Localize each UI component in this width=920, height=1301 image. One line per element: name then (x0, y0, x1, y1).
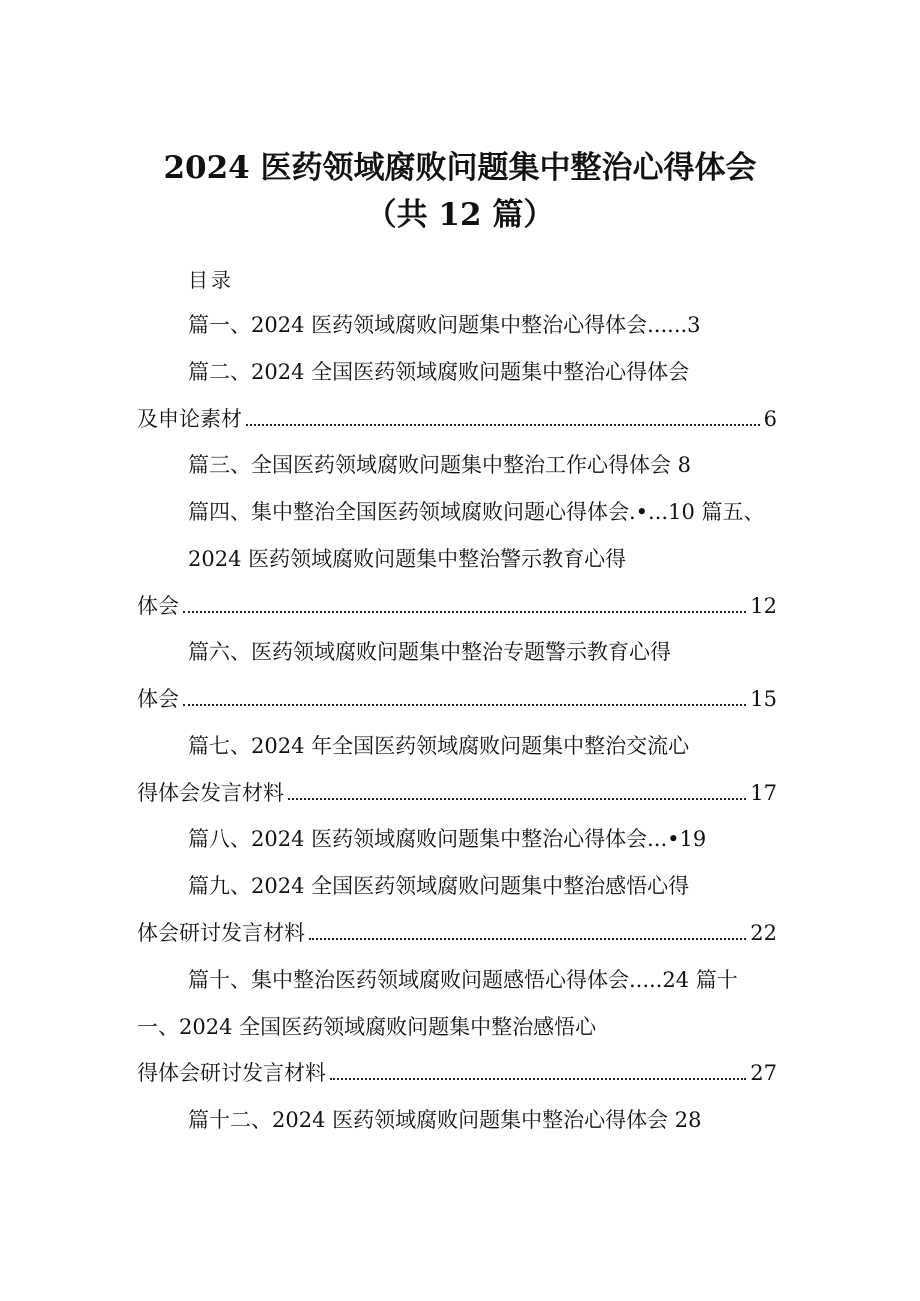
toc-entry-text: 得体会研讨发言材料 (137, 1061, 326, 1085)
toc-entry-text: 体会 (137, 687, 179, 711)
toc-page-number: 12 (750, 594, 777, 618)
toc-entry-9-line-2[interactable] (137, 919, 777, 947)
toc-page-number: 27 (750, 1061, 777, 1085)
toc-entry-text: 得体会发言材料 (137, 781, 284, 805)
toc-heading: 目录 (188, 268, 234, 292)
document-title-line-1: 2024 医药领域腐败问题集中整治心得体会 (163, 150, 757, 186)
toc-entry-2-line-1[interactable]: 篇二、2024 全国医药领域腐败问题集中整治心得体会 (188, 360, 690, 384)
toc-page-number: 6 (763, 407, 777, 431)
toc-entry-8[interactable]: 篇八、2024 医药领域腐败问题集中整治心得体会...•19 (188, 827, 707, 851)
dot-leader (183, 703, 746, 706)
toc-entry-1[interactable]: 篇一、2024 医药领域腐败问题集中整治心得体会......3 (188, 313, 701, 337)
dot-leader (330, 1077, 746, 1080)
toc-entry-9-line-1[interactable]: 篇九、2024 全国医药领域腐败问题集中整治感悟心得 (188, 874, 690, 898)
toc-entry-12[interactable]: 篇十二、2024 医药领域腐败问题集中整治心得体会 28 (188, 1108, 702, 1132)
toc-entry-text: 体会研讨发言材料 (137, 921, 305, 945)
toc-entry-2-line-2[interactable] (137, 405, 777, 433)
toc-entry-6-line-2[interactable] (137, 685, 777, 713)
toc-page-number: 22 (750, 921, 777, 945)
dot-leader (246, 423, 760, 426)
dot-leader (183, 610, 746, 613)
toc-entry-text: 及申论素材 (137, 407, 242, 431)
toc-entry-4-line[interactable]: 篇四、集中整治全国医药领域腐败问题心得体会.•...10 篇五、 (188, 500, 765, 524)
toc-entry-3[interactable]: 篇三、全国医药领域腐败问题集中整治工作心得体会 8 (188, 453, 692, 477)
toc-entry-5-line-2[interactable] (137, 592, 777, 620)
toc-entry-10-line[interactable]: 篇十、集中整治医药领域腐败问题感悟心得体会.....24 篇十 (188, 968, 738, 992)
dot-leader (288, 797, 746, 800)
toc-entry-5-line-1[interactable]: 2024 医药领域腐败问题集中整治警示教育心得 (188, 547, 627, 571)
toc-entry-6-line-1[interactable]: 篇六、医药领域腐败问题集中整治专题警示教育心得 (188, 640, 671, 664)
toc-page-number: 17 (750, 781, 777, 805)
toc-entry-11-line-2[interactable] (137, 1059, 777, 1087)
toc-page-number: 15 (750, 687, 777, 711)
toc-entry-7-line-2[interactable] (137, 779, 777, 807)
toc-entry-text: 体会 (137, 594, 179, 618)
toc-entry-11-line-1[interactable]: 一、2024 全国医药领域腐败问题集中整治感悟心 (137, 1015, 597, 1039)
toc-entry-7-line-1[interactable]: 篇七、2024 年全国医药领域腐败问题集中整治交流心 (188, 734, 690, 758)
dot-leader (309, 937, 746, 940)
document-title-line-2: （共 12 篇） (365, 197, 555, 233)
